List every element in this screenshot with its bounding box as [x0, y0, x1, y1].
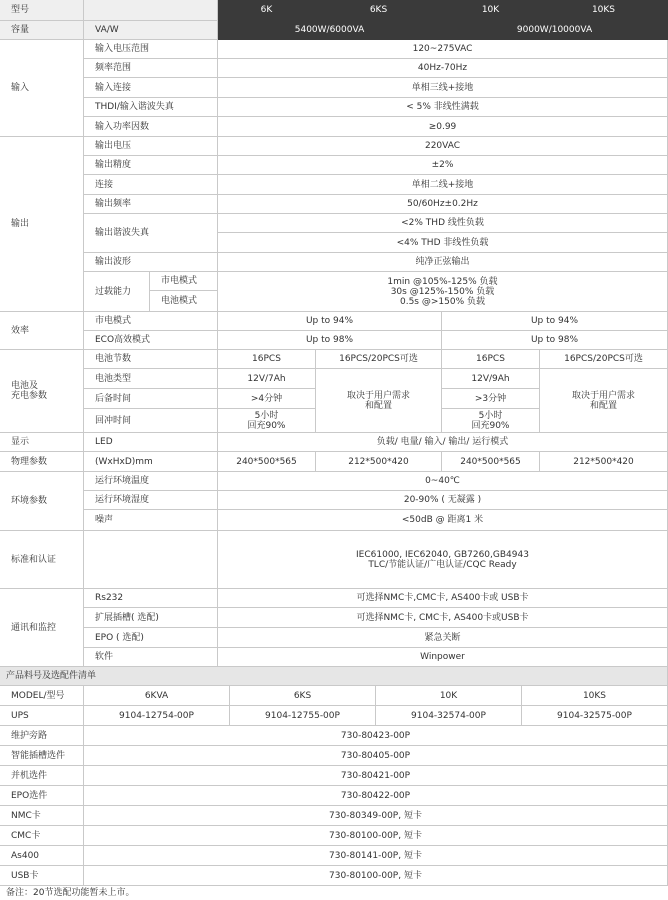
unit-label: VA/W [84, 21, 218, 40]
output-value: ±2% [218, 156, 668, 175]
custom-10ks: 取决于用户需求 和配置 [540, 369, 668, 433]
standards-blank [84, 531, 218, 589]
dims-1: 212*500*420 [316, 452, 442, 472]
comms-value: 可选择NMC卡, CMC卡, AS400卡或USB卡 [218, 608, 668, 628]
comms-value: Winpower [218, 648, 668, 667]
ups-pn-1: 9104-12755-00P [230, 706, 376, 726]
overload-mains: 市电模式 [150, 272, 218, 291]
comms-label: 软件 [84, 648, 218, 667]
battery-label: 后备时间 [84, 389, 218, 409]
env-value: 20-90% ( 无凝露 ) [218, 491, 668, 510]
group-efficiency: 效率 [0, 312, 84, 350]
model-label: 型号 [0, 0, 84, 21]
parts-label: As400 [0, 846, 84, 866]
eff-eco-label: ECO高效模式 [84, 331, 218, 350]
ups-pn-2: 9104-32574-00P [376, 706, 522, 726]
eff-mains-10: Up to 94% [442, 312, 668, 331]
count-6k: 16PCS [218, 350, 316, 369]
count-6ks: 16PCS/20PCS可选 [316, 350, 442, 369]
input-label: 频率范围 [84, 59, 218, 78]
parts-label: 并机选件 [0, 766, 84, 786]
eff-mains-label: 市电模式 [84, 312, 218, 331]
group-display: 显示 [0, 433, 84, 452]
overload-value: 1min @105%-125% 负载 30s @125%-150% 负载 0.5s @>150% 负载 [218, 272, 668, 312]
input-value: 120~275VAC [218, 40, 668, 59]
display-label: LED [84, 433, 218, 452]
input-label: 输入连接 [84, 78, 218, 98]
battery-label: 电池节数 [84, 350, 218, 369]
overload-battery: 电池模式 [150, 291, 218, 312]
comms-value: 紧急关断 [218, 628, 668, 648]
capacity-6k: 5400W/6000VA [218, 21, 442, 40]
parts-model-1: 6KS [230, 686, 376, 706]
eff-mains-6: Up to 94% [218, 312, 442, 331]
wave-value: 纯净正弦输出 [218, 253, 668, 272]
type-10k: 12V/9Ah [442, 369, 540, 389]
custom-6ks: 取决于用户需求 和配置 [316, 369, 442, 433]
model-3: 10KS [540, 0, 668, 21]
output-label: 输出频率 [84, 195, 218, 214]
battery-label: 回冲时间 [84, 409, 218, 433]
thd-linear: <2% THD 线性负载 [218, 214, 668, 233]
thd-nonlinear: <4% THD 非线性负载 [218, 233, 668, 253]
type-6k: 12V/7Ah [218, 369, 316, 389]
eff-eco-10: Up to 98% [442, 331, 668, 350]
parts-label: NMC卡 [0, 806, 84, 826]
battery-label: 电池类型 [84, 369, 218, 389]
overload-label: 过载能力 [84, 272, 150, 312]
comms-value: 可选择NMC卡,CMC卡, AS400卡或 USB卡 [218, 589, 668, 608]
parts-note: 备注：20节选配功能暂未上市。 [0, 886, 668, 900]
output-value: 50/60Hz±0.2Hz [218, 195, 668, 214]
input-value: ≥0.99 [218, 117, 668, 137]
comms-label: 扩展插槽( 选配) [84, 608, 218, 628]
env-label: 噪声 [84, 510, 218, 531]
model-1: 6KS [316, 0, 442, 21]
parts-value: 730-80422-00P [84, 786, 668, 806]
recharge-10k: 5小时 回充90% [442, 409, 540, 433]
parts-model-0: 6KVA [84, 686, 230, 706]
env-value: 0~40℃ [218, 472, 668, 491]
input-value: 单相三线+接地 [218, 78, 668, 98]
env-value: <50dB @ 距离1 米 [218, 510, 668, 531]
parts-title: 产品料号及选配件清单 [0, 667, 668, 686]
input-label: 输入电压范围 [84, 40, 218, 59]
count-10k: 16PCS [442, 350, 540, 369]
backup-6k: >4分钟 [218, 389, 316, 409]
group-output: 输出 [0, 137, 84, 312]
thd-label: 输出谐波失真 [84, 214, 218, 253]
parts-model-2: 10K [376, 686, 522, 706]
output-value: 单相二线+接地 [218, 175, 668, 195]
count-10ks: 16PCS/20PCS可选 [540, 350, 668, 369]
model-0: 6K [218, 0, 316, 21]
parts-label: EPO选件 [0, 786, 84, 806]
parts-value: 730-80423-00P [84, 726, 668, 746]
model-2: 10K [442, 0, 540, 21]
env-label: 运行环境湿度 [84, 491, 218, 510]
physical-label: (WxHxD)mm [84, 452, 218, 472]
dims-3: 212*500*420 [540, 452, 668, 472]
comms-label: EPO ( 选配) [84, 628, 218, 648]
header-blank [84, 0, 218, 21]
output-label: 输出精度 [84, 156, 218, 175]
input-label: 输入功率因数 [84, 117, 218, 137]
group-environment: 环境参数 [0, 472, 84, 531]
output-label: 连接 [84, 175, 218, 195]
input-label: THDI/输入谐波失真 [84, 98, 218, 117]
parts-value: 730-80349-00P, 短卡 [84, 806, 668, 826]
standards-value: IEC61000, IEC62040, GB7260,GB4943 TLC/节能认证/广电认证/CQC Ready [218, 531, 668, 589]
output-value: 220VAC [218, 137, 668, 156]
parts-value: 730-80405-00P [84, 746, 668, 766]
capacity-label: 容量 [0, 21, 84, 40]
group-standards: 标准和认证 [0, 531, 84, 589]
group-comms: 通讯和监控 [0, 589, 84, 667]
output-label: 输出电压 [84, 137, 218, 156]
group-physical: 物理参数 [0, 452, 84, 472]
dims-2: 240*500*565 [442, 452, 540, 472]
env-label: 运行环境温度 [84, 472, 218, 491]
parts-value: 730-80421-00P [84, 766, 668, 786]
ups-pn-3: 9104-32575-00P [522, 706, 668, 726]
backup-10k: >3分钟 [442, 389, 540, 409]
input-value: 40Hz-70Hz [218, 59, 668, 78]
dims-0: 240*500*565 [218, 452, 316, 472]
ups-pn-0: 9104-12754-00P [84, 706, 230, 726]
group-battery: 电池及 充电参数 [0, 350, 84, 433]
parts-model-3: 10KS [522, 686, 668, 706]
comms-label: Rs232 [84, 589, 218, 608]
eff-eco-6: Up to 98% [218, 331, 442, 350]
recharge-6k: 5小时 回充90% [218, 409, 316, 433]
capacity-10k: 9000W/10000VA [442, 21, 668, 40]
parts-label: 智能插槽选件 [0, 746, 84, 766]
parts-value: 730-80100-00P, 短卡 [84, 826, 668, 846]
parts-label: USB卡 [0, 866, 84, 886]
parts-header-label: MODEL/型号 [0, 686, 84, 706]
parts-value: 730-80100-00P, 短卡 [84, 866, 668, 886]
group-input: 输入 [0, 40, 84, 137]
wave-label: 输出波形 [84, 253, 218, 272]
parts-value: 730-80141-00P, 短卡 [84, 846, 668, 866]
input-value: < 5% 非线性满载 [218, 98, 668, 117]
parts-label: 维护旁路 [0, 726, 84, 746]
ups-label: UPS [0, 706, 84, 726]
parts-label: CMC卡 [0, 826, 84, 846]
display-value: 负载/ 电量/ 输入/ 输出/ 运行模式 [218, 433, 668, 452]
